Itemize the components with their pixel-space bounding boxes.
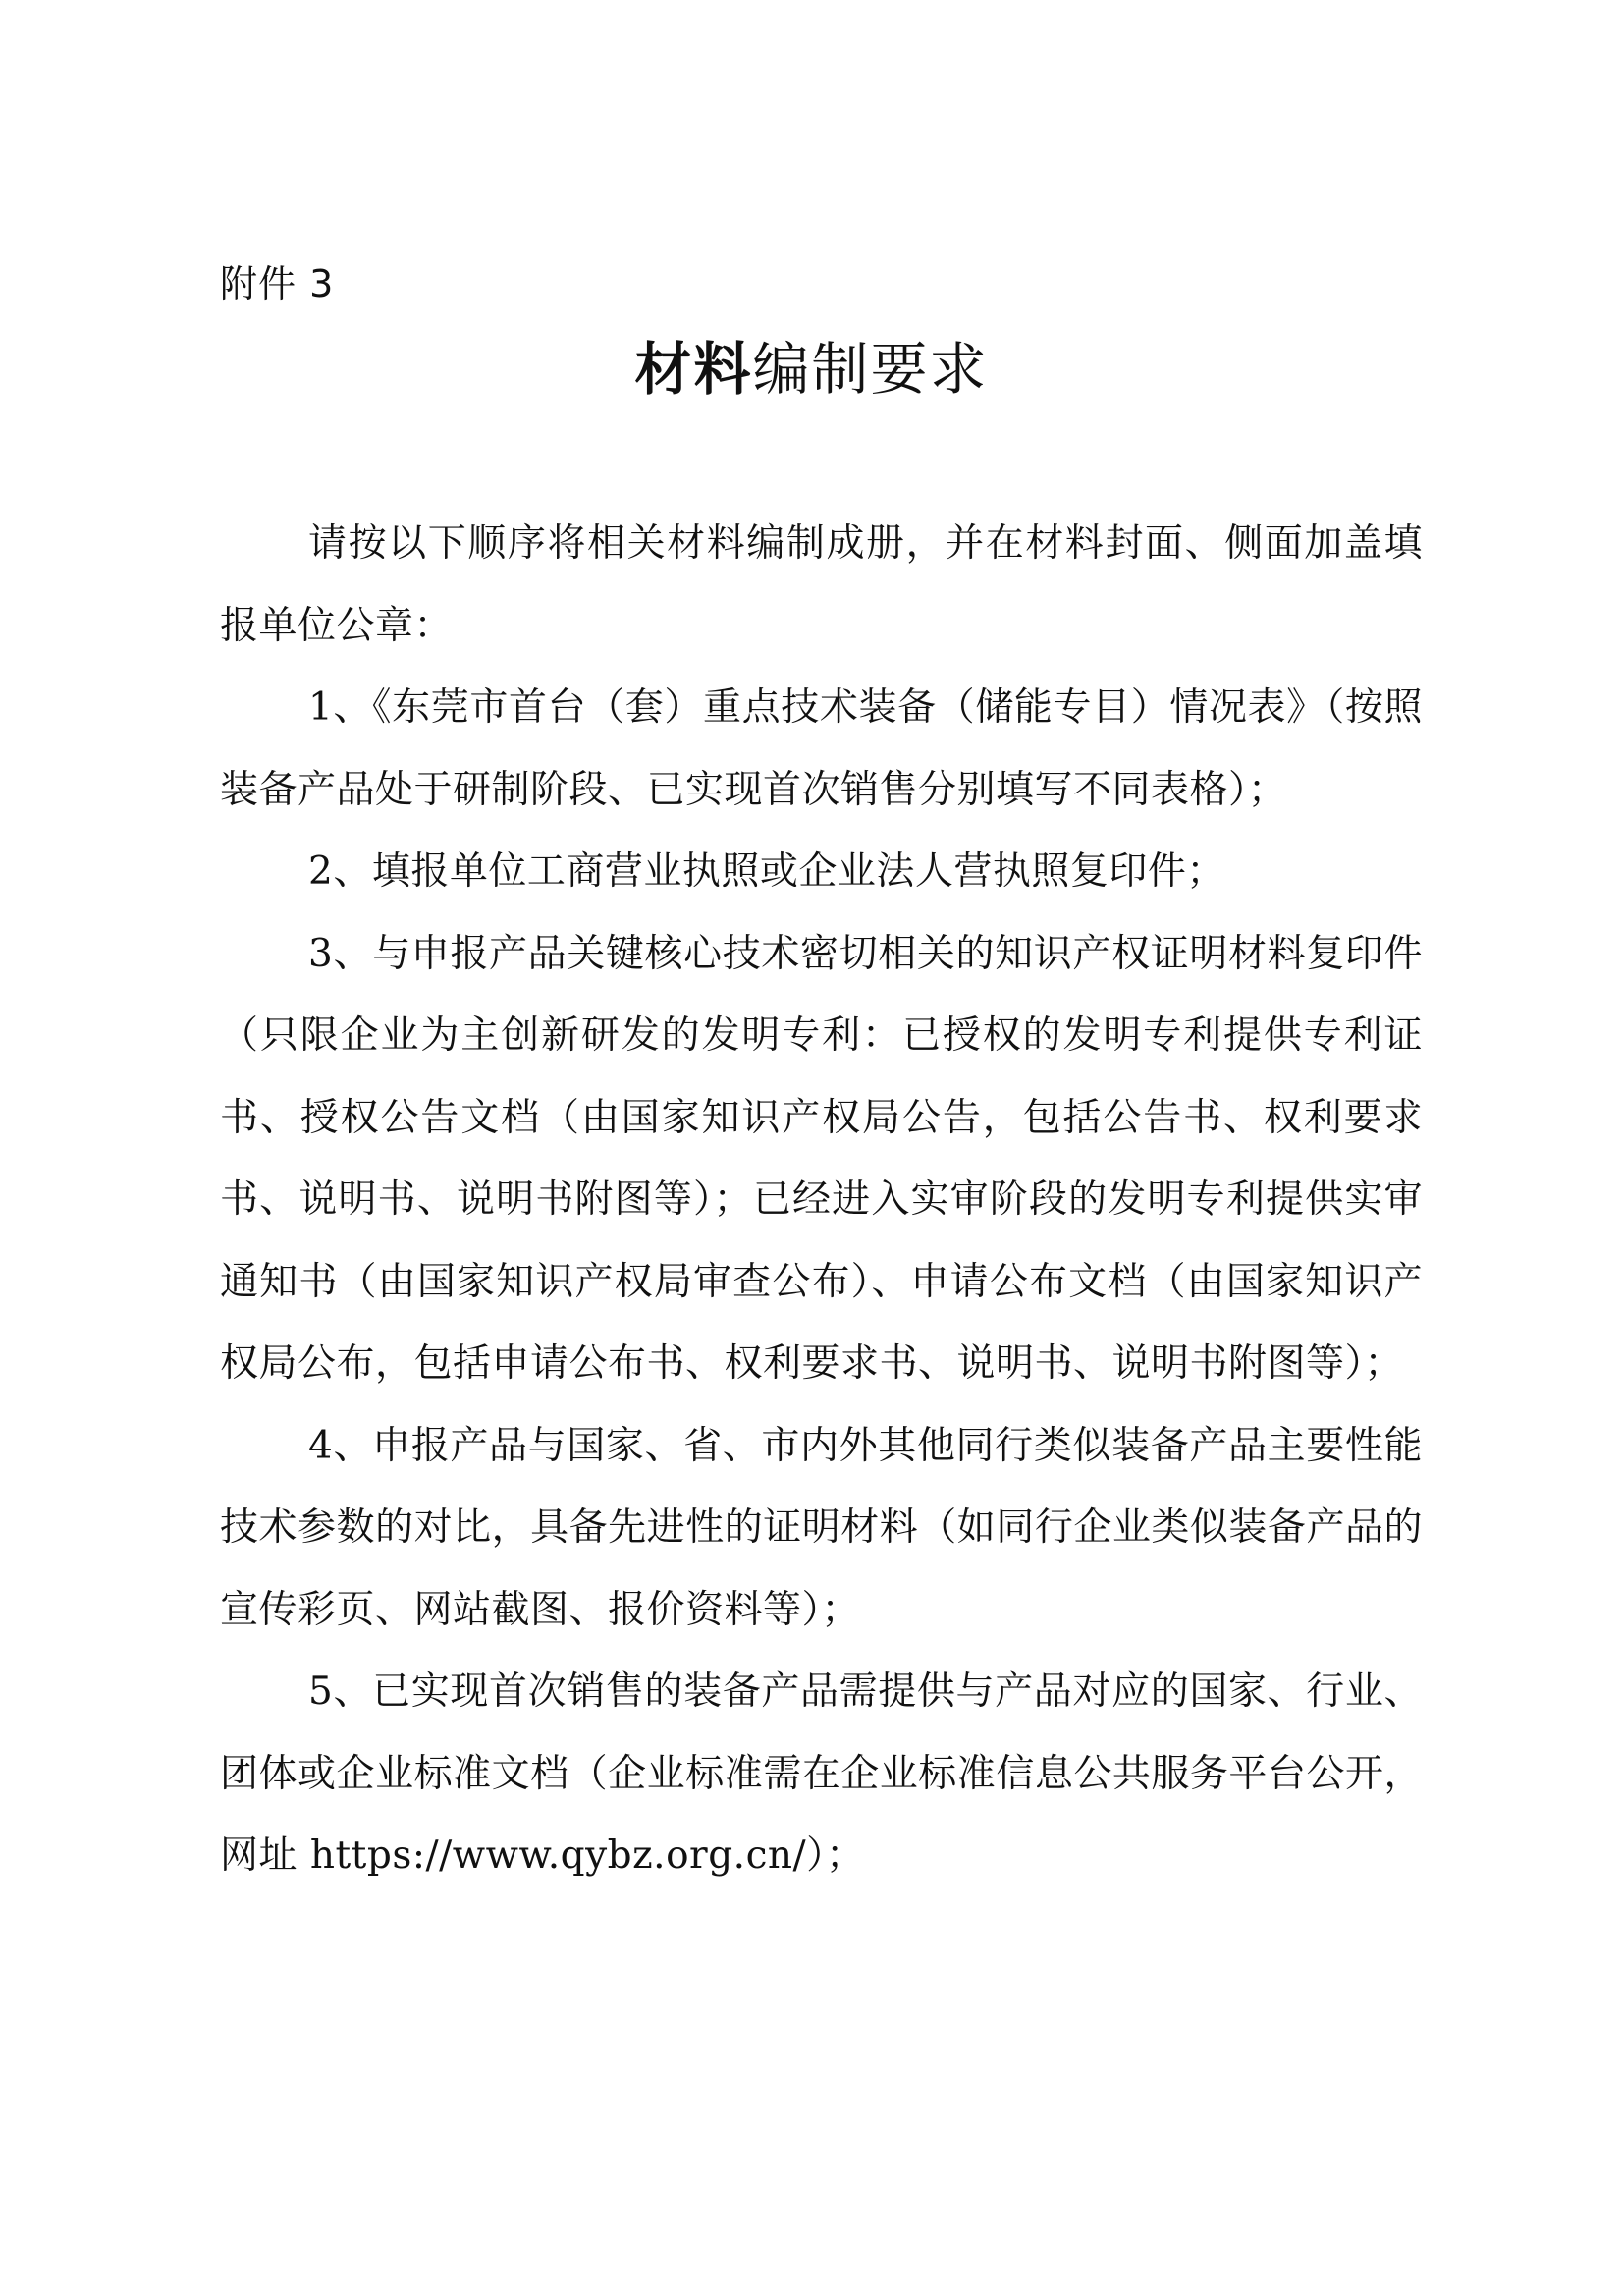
title-regular-part: 编制要求 [752, 336, 989, 403]
requirement-item-3: 3、与申报产品关键核心技术密切相关的知识产权证明材料复印件（只限企业为主创新研发的发明专利：已授权的发明专利提供专利证书、授权公告文档（由国家知识产权局公告，包括公告书、权利要求书、说明书、说明书附图等）；已经进入实审阶段的发明专利提供实审通知书（由国家知识产权局审查公布）、申请公布文档（由国家知识产权局公布，包括申请公布书、权利要求书、说明书、说明书附图等）； [220, 931, 1423, 1386]
document-body [220, 503, 1423, 1897]
requirement-item-1: 1、《东莞市首台（套）重点技术装备（储能专目）情况表》（按照装备产品处于研制阶段、已实现首次销售分别填写不同表格）； [220, 685, 1423, 812]
requirement-item-4: 4、申报产品与国家、省、市内外其他同行类似装备产品主要性能技术参数的对比，具备先进性的证明材料（如同行企业类似装备产品的宣传彩页、网站截图、报价资料等）； [220, 1423, 1423, 1632]
requirement-item-2: 2、填报单位工商营业执照或企业法人营执照复印件； [308, 849, 1225, 894]
document-title [0, 330, 1623, 409]
title-bold-part: 材料 [634, 336, 753, 403]
intro-paragraph: 请按以下顺序将相关材料编制成册，并在材料封面、侧面加盖填报单位公章： [220, 521, 1423, 648]
requirement-item-5: 5、已实现首次销售的装备产品需提供与产品对应的国家、行业、团体或企业标准文档（企业标准需在企业标准信息公共服务平台公开，网址 https://www.qybz.org.cn/）； [220, 1669, 1423, 1878]
attachment-label: 附件 3 [220, 262, 335, 305]
